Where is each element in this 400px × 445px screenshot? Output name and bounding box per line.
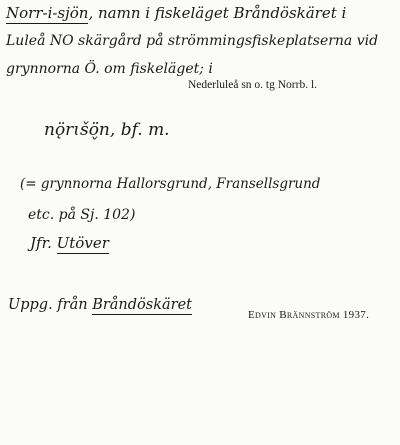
- phonetic-transcription: nǫ̈rɩšö̬n, bf. m.: [44, 120, 170, 140]
- jfr-line: [30, 236, 109, 251]
- equals-line-2: etc. på Sj. 102): [28, 207, 136, 223]
- entry-line-2: Luleå NO skärgård på strömmingsfiskeplatserna vid: [6, 33, 379, 49]
- entry-line-1-rest: , namn i fiskeläget Bråndöskäret i: [88, 4, 347, 22]
- entry-line-1: [6, 6, 346, 21]
- jfr-label: Jfr.: [30, 234, 52, 252]
- entry-line-3: grynnorna Ö. om fiskeläget; i: [6, 61, 213, 77]
- source-place: Bråndöskäret: [92, 297, 192, 313]
- parish-stamp: Nederluleå sn o. tg Norrb. l.: [188, 79, 318, 91]
- jfr-word: Utöver: [56, 234, 109, 252]
- equals-line-1: (= grynnorna Hallorsgrund, Fransellsgrund: [20, 176, 321, 192]
- headword: Norr-i-sjön: [6, 4, 89, 22]
- collector-stamp: Edvin Brännström 1937.: [248, 309, 370, 321]
- source-line: [8, 298, 192, 313]
- source-label: Uppg. från: [8, 297, 88, 313]
